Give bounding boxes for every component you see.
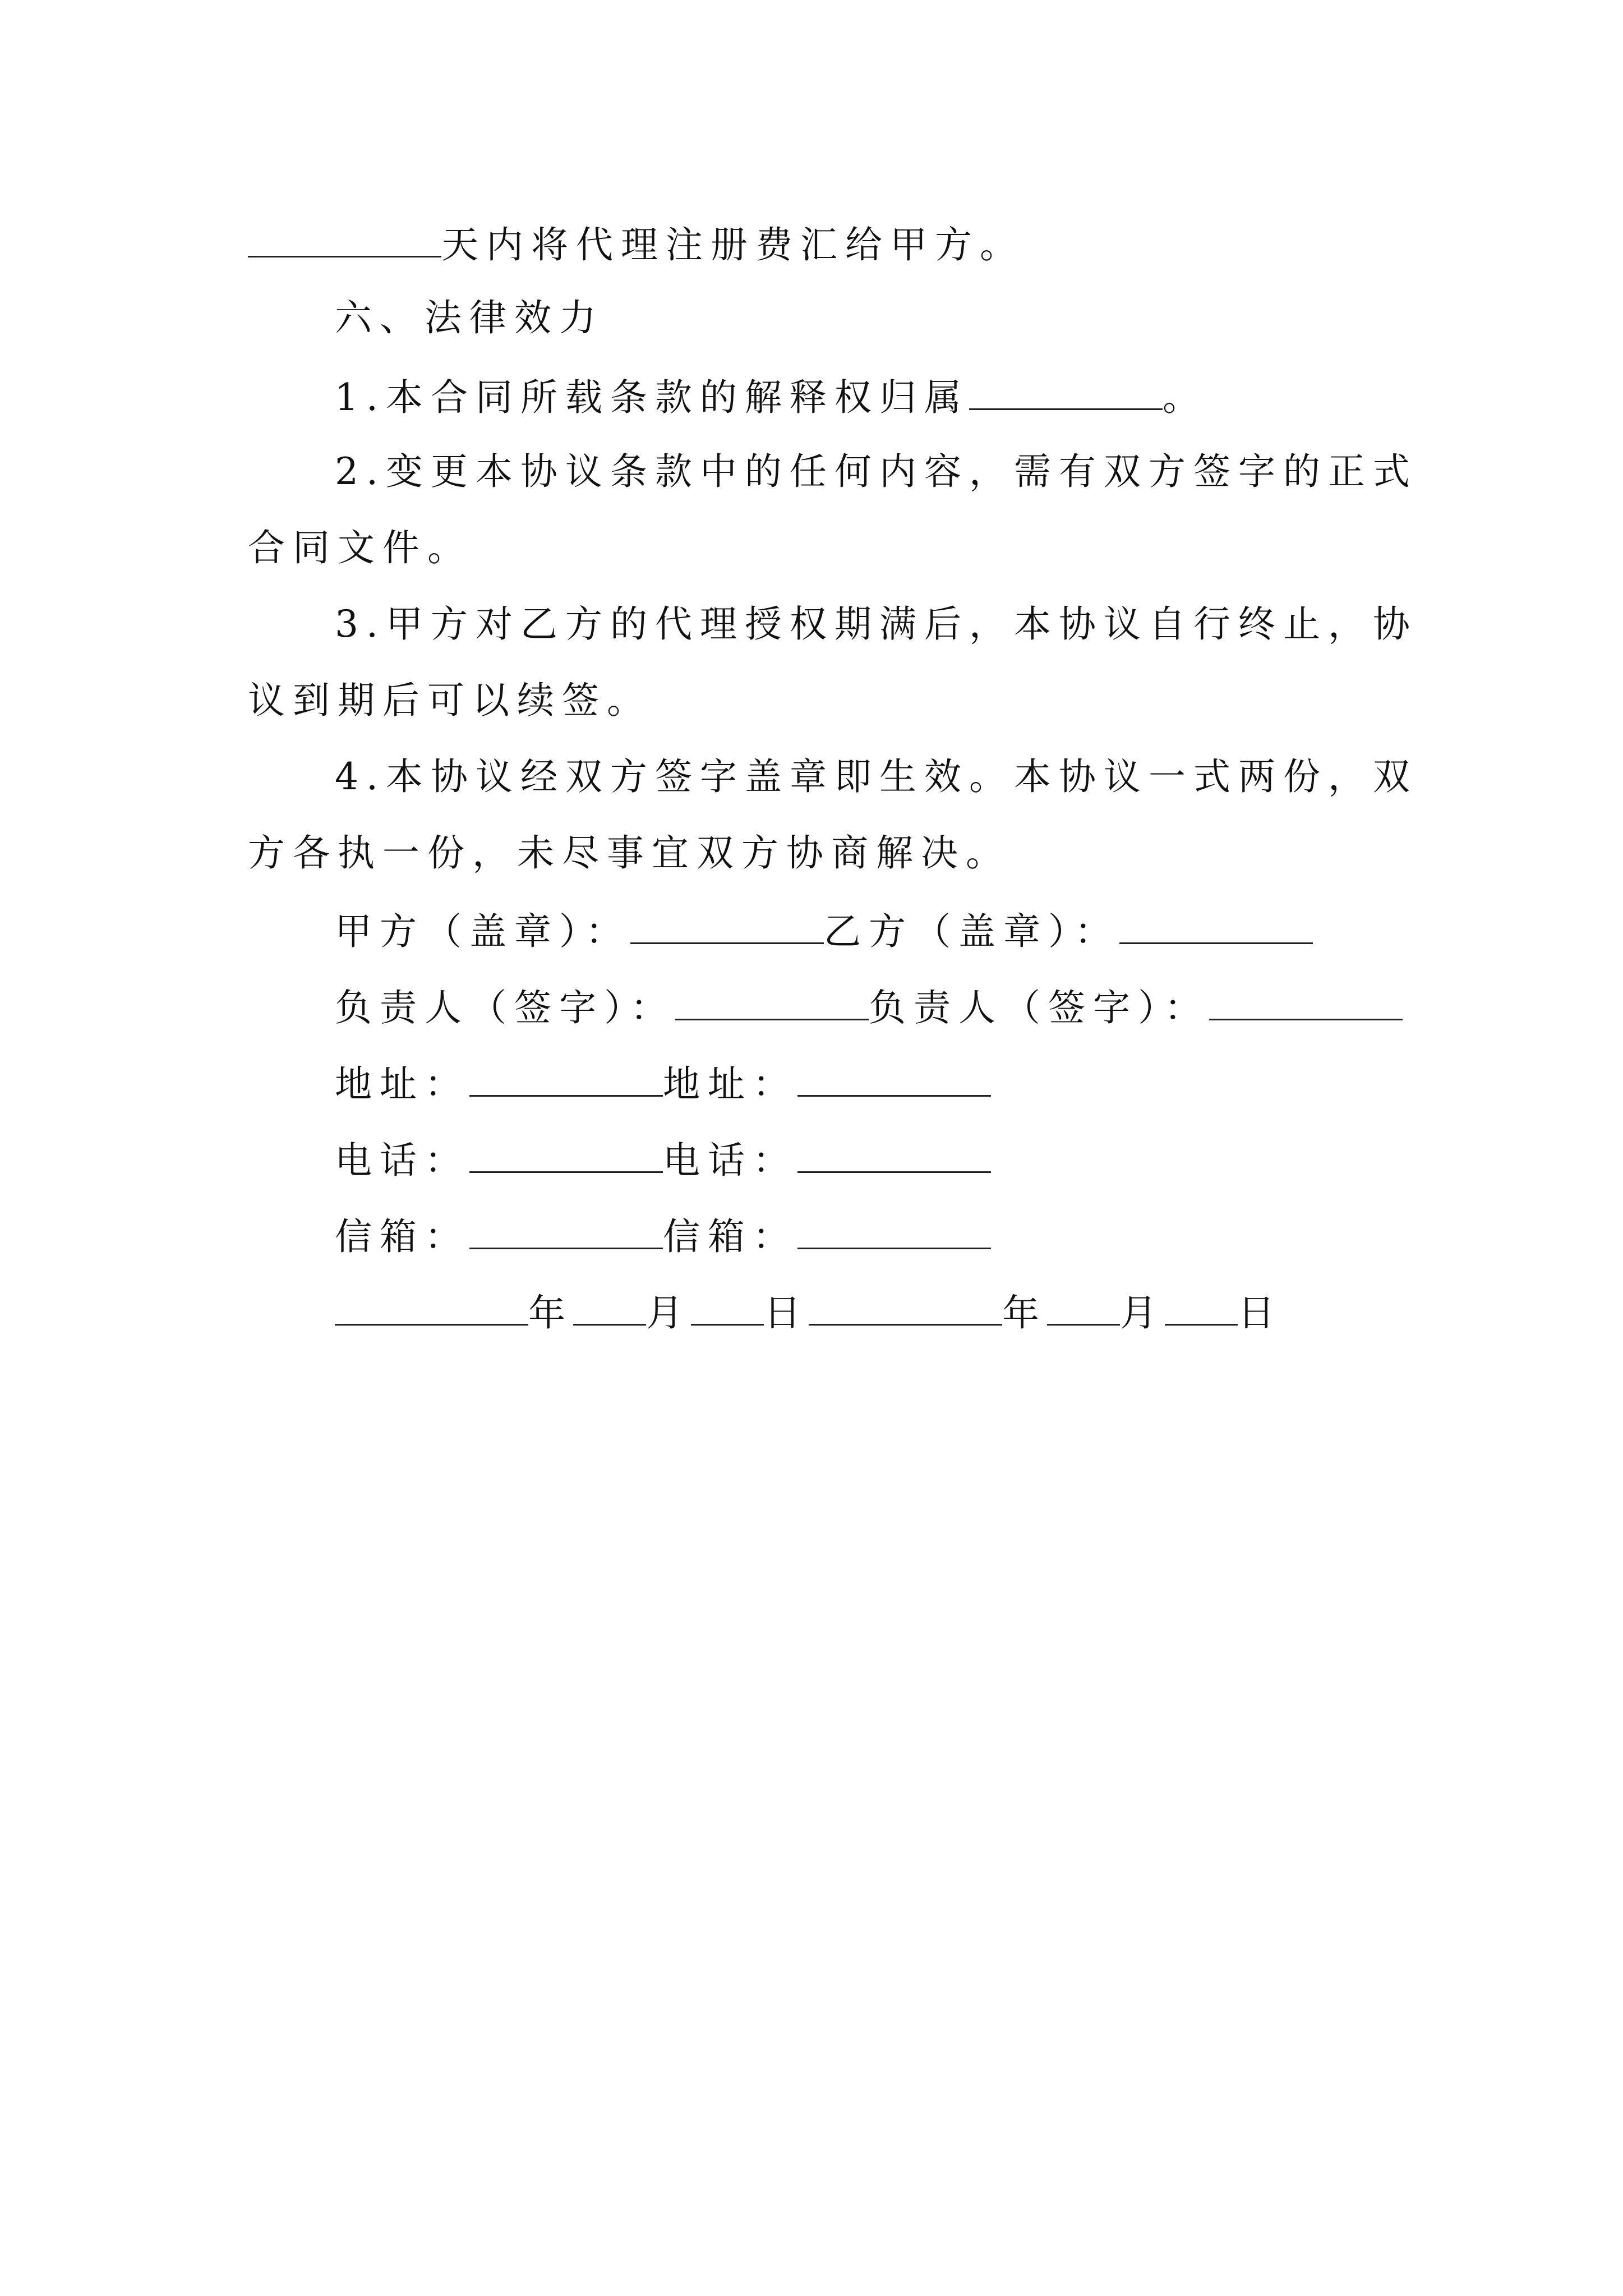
clause-4-line-2: [248, 831, 1011, 875]
line-text: 3.甲方对乙方的代理授权期满后，本协议自行终止，协: [335, 602, 1418, 646]
party-a-responsible-label: 负责人（签字）：: [335, 986, 675, 1029]
year-label: 年: [528, 1291, 573, 1335]
month-label: 月: [646, 1291, 691, 1335]
party-a-seal-blank: [630, 911, 824, 944]
clause-2-line-2: [248, 526, 472, 569]
section-heading: [335, 296, 604, 339]
fill-blank: [969, 377, 1163, 410]
party-b-mailbox-label: 信箱：: [663, 1215, 797, 1258]
day-label: 日: [764, 1291, 809, 1335]
party-b-seal-label: 乙方（盖章）：: [824, 910, 1119, 953]
line-text: 合同文件。: [248, 526, 472, 569]
date-row: [335, 1291, 1283, 1335]
line-text: 天内将代理注册费汇给甲方。: [441, 223, 1025, 266]
party-b-phone-blank: [797, 1140, 991, 1173]
line-text: 议到期后可以续签。: [248, 679, 652, 722]
party-a-seal-label: 甲方（盖章）：: [335, 910, 630, 953]
mailbox-row: [335, 1215, 991, 1258]
line-text: 2.变更本协议条款中的任何内容，需有双方签字的正式: [335, 450, 1418, 493]
party-a-year-blank: [335, 1292, 528, 1326]
party-b-month-blank: [1047, 1292, 1120, 1326]
seal-row: [335, 910, 1313, 953]
year-label: 年: [1002, 1291, 1047, 1335]
line-text: 1.本合同所载条款的解释权归属: [335, 376, 969, 419]
party-a-address-blank: [469, 1064, 663, 1097]
party-a-phone-blank: [469, 1140, 663, 1173]
line-text: 。: [1162, 376, 1207, 419]
clause-4-line-1: [335, 755, 1418, 798]
heading-text: 六、法律效力: [335, 296, 604, 339]
line-text: 方各执一份，未尽事宜双方协商解决。: [248, 831, 1011, 875]
party-a-mailbox-blank: [469, 1216, 663, 1249]
party-a-mailbox-label: 信箱：: [335, 1215, 469, 1258]
party-b-year-blank: [809, 1292, 1002, 1326]
paragraph-line-1: [248, 224, 1025, 264]
party-b-address-label: 地址：: [663, 1062, 797, 1106]
party-a-phone-label: 电话：: [335, 1139, 469, 1182]
responsible-row: [335, 987, 1403, 1027]
party-b-mailbox-blank: [797, 1216, 991, 1249]
address-row: [335, 1062, 991, 1106]
fill-blank: [248, 224, 441, 257]
clause-2-line-1: [335, 450, 1418, 493]
party-b-address-blank: [797, 1064, 991, 1097]
party-b-phone-label: 电话：: [663, 1139, 797, 1182]
clause-3-line-2: [248, 679, 652, 722]
day-label: 日: [1238, 1291, 1283, 1335]
party-a-day-blank: [691, 1292, 764, 1326]
clause-3-line-1: [335, 602, 1418, 646]
party-a-address-label: 地址：: [335, 1062, 469, 1106]
party-b-responsible-blank: [1209, 987, 1403, 1020]
clause-1: [335, 376, 1207, 419]
party-b-responsible-label: 负责人（签字）：: [869, 986, 1209, 1029]
party-b-day-blank: [1165, 1292, 1238, 1326]
month-label: 月: [1120, 1291, 1165, 1335]
party-b-seal-blank: [1119, 911, 1313, 944]
line-text: 4.本协议经双方签字盖章即生效。本协议一式两份，双: [335, 755, 1418, 798]
phone-row: [335, 1139, 991, 1182]
party-a-month-blank: [573, 1292, 646, 1326]
party-a-responsible-blank: [675, 987, 869, 1020]
